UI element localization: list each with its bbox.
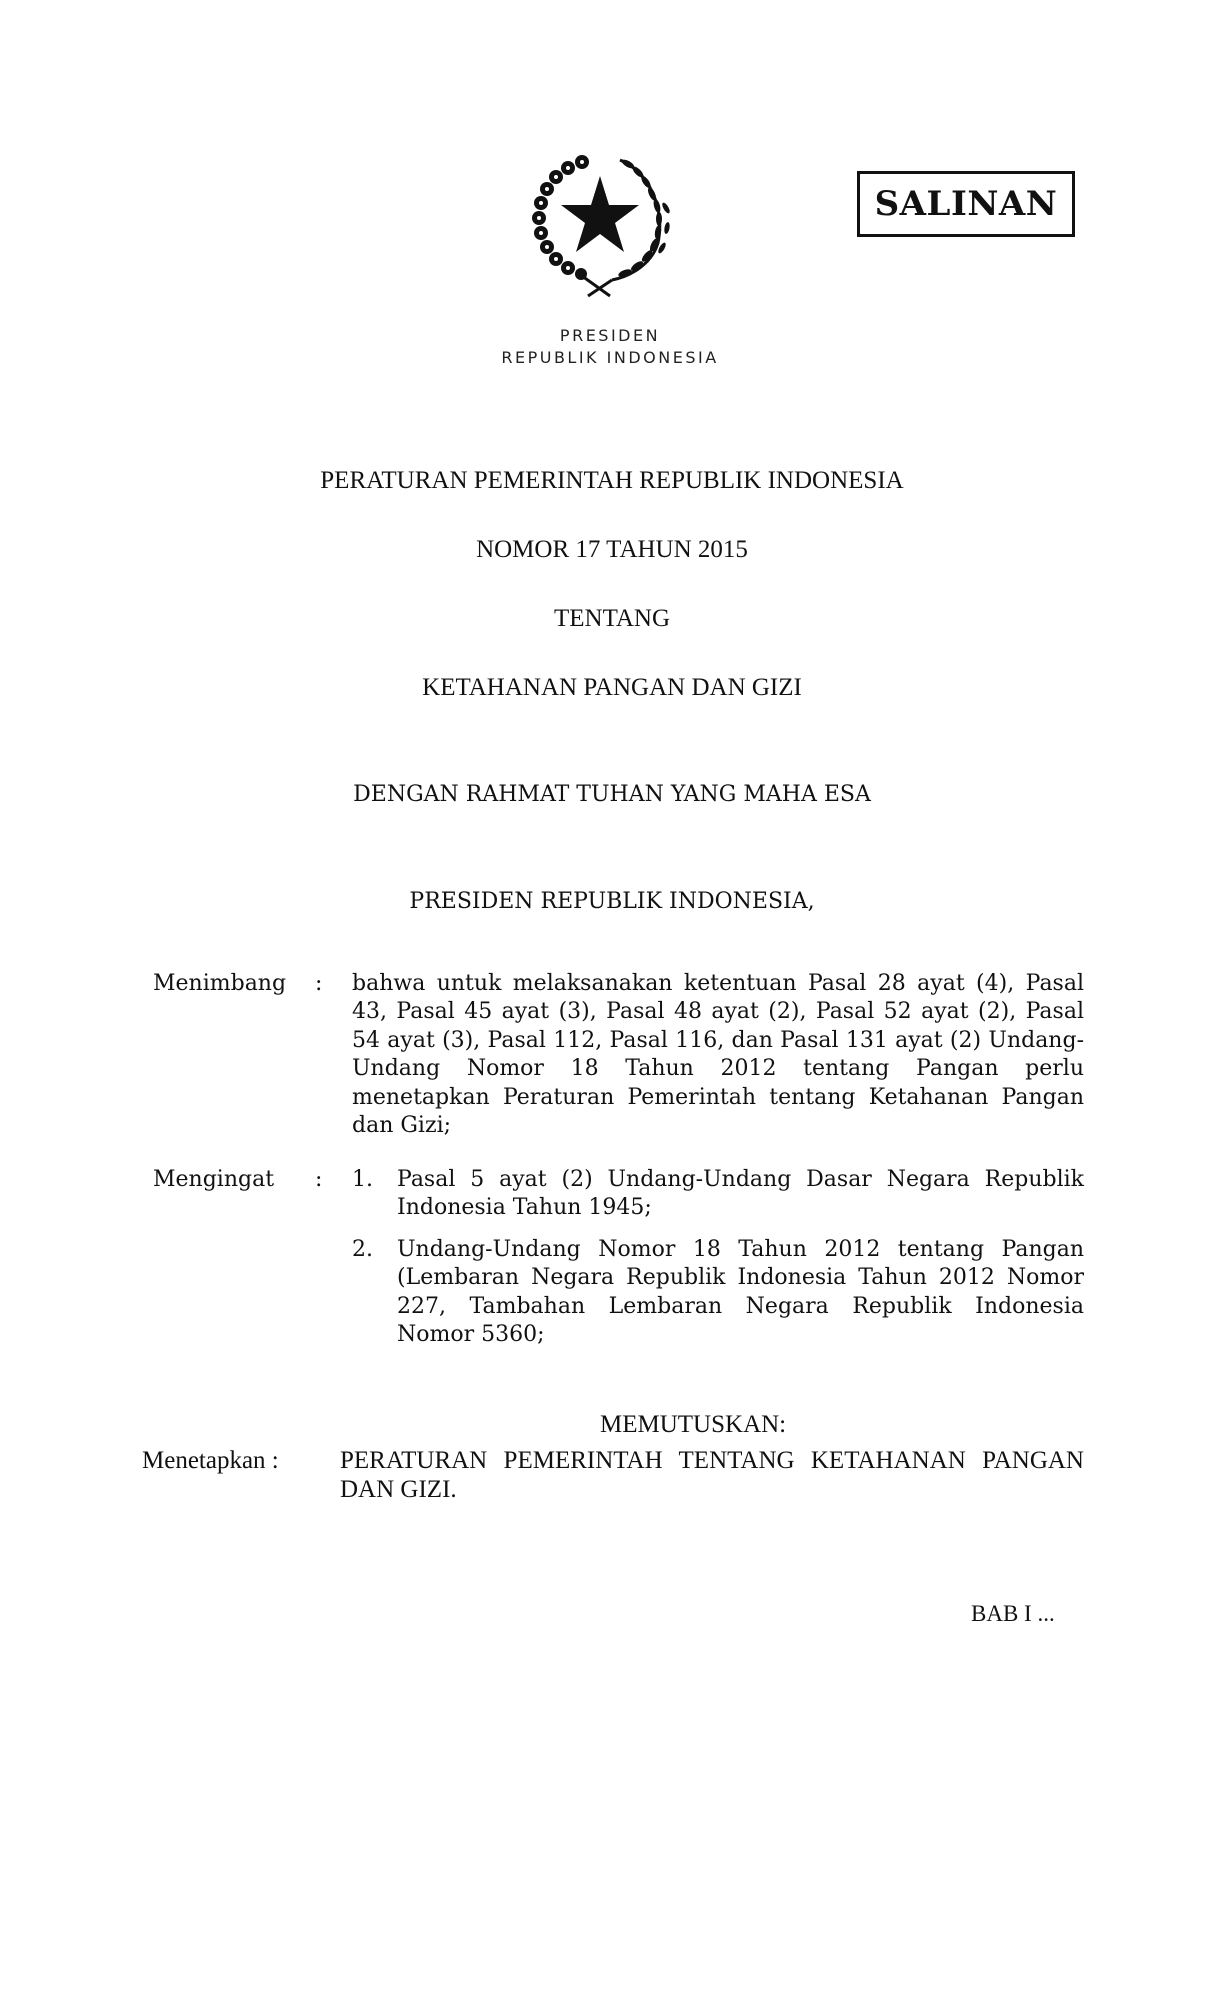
regulation-about: TENTANG xyxy=(553,605,671,632)
salinan-stamp: SALINAN xyxy=(857,171,1075,237)
presidential-emblem-icon xyxy=(520,148,680,298)
menimbang-text: bahwa untuk melaksanakan ketentuan Pasal 28 ayat (4), Pasal 43, Pasal 45 ayat (3), Pasal 48 ayat (2), Pasal 52 ayat (2), Pasal 54 ayat (3), Pasal 112, Pasal 116, dan Pasal 131 ayat (2) Undang-Undang Nomor 18 Tahun 2012 tentang Pangan perlu menetapkan Peraturan Pemerintah tentang Ketahanan Pangan dan Gizi; xyxy=(352,971,1084,1139)
menetapkan-text: PERATURAN PEMERINTAH TENTANG KETAHANAN PANGAN DAN GIZI. xyxy=(340,1447,1084,1503)
regulation-number: NOMOR 17 TAHUN 2015 xyxy=(476,536,748,563)
list-number: 2. xyxy=(352,1237,373,1262)
regulation-subject: KETAHANAN PANGAN DAN GIZI xyxy=(422,674,802,701)
list-number: 1. xyxy=(352,1167,373,1192)
menimbang-label: Menimbang xyxy=(153,971,287,996)
memutuskan-heading: MEMUTUSKAN: xyxy=(600,1411,787,1438)
mengingat-label: Mengingat xyxy=(153,1167,275,1192)
menimbang-colon: : xyxy=(315,971,323,996)
emblem-caption-presiden: PRESIDEN xyxy=(559,326,661,345)
mengingat-colon: : xyxy=(315,1167,323,1192)
continuation-marker: BAB I ... xyxy=(971,1601,1055,1626)
issuer: PRESIDEN REPUBLIK INDONESIA, xyxy=(409,889,815,914)
menetapkan-label: Menetapkan : xyxy=(142,1447,279,1474)
list-text: Pasal 5 ayat (2) Undang-Undang Dasar Negara Republik Indonesia Tahun 1945; xyxy=(397,1167,1084,1221)
invocation: DENGAN RAHMAT TUHAN YANG MAHA ESA xyxy=(353,782,871,807)
emblem-caption-republik: REPUBLIK INDONESIA xyxy=(501,348,719,367)
regulation-title: PERATURAN PEMERINTAH REPUBLIK INDONESIA xyxy=(320,467,904,494)
star-wreath-icon xyxy=(520,148,680,298)
list-text: Undang-Undang Nomor 18 Tahun 2012 tentang Pangan (Lembaran Negara Republik Indonesia Tahun 2012 Nomor 227, Tambahan Lembaran Negara Republik Indonesia Nomor 5360; xyxy=(397,1237,1084,1348)
